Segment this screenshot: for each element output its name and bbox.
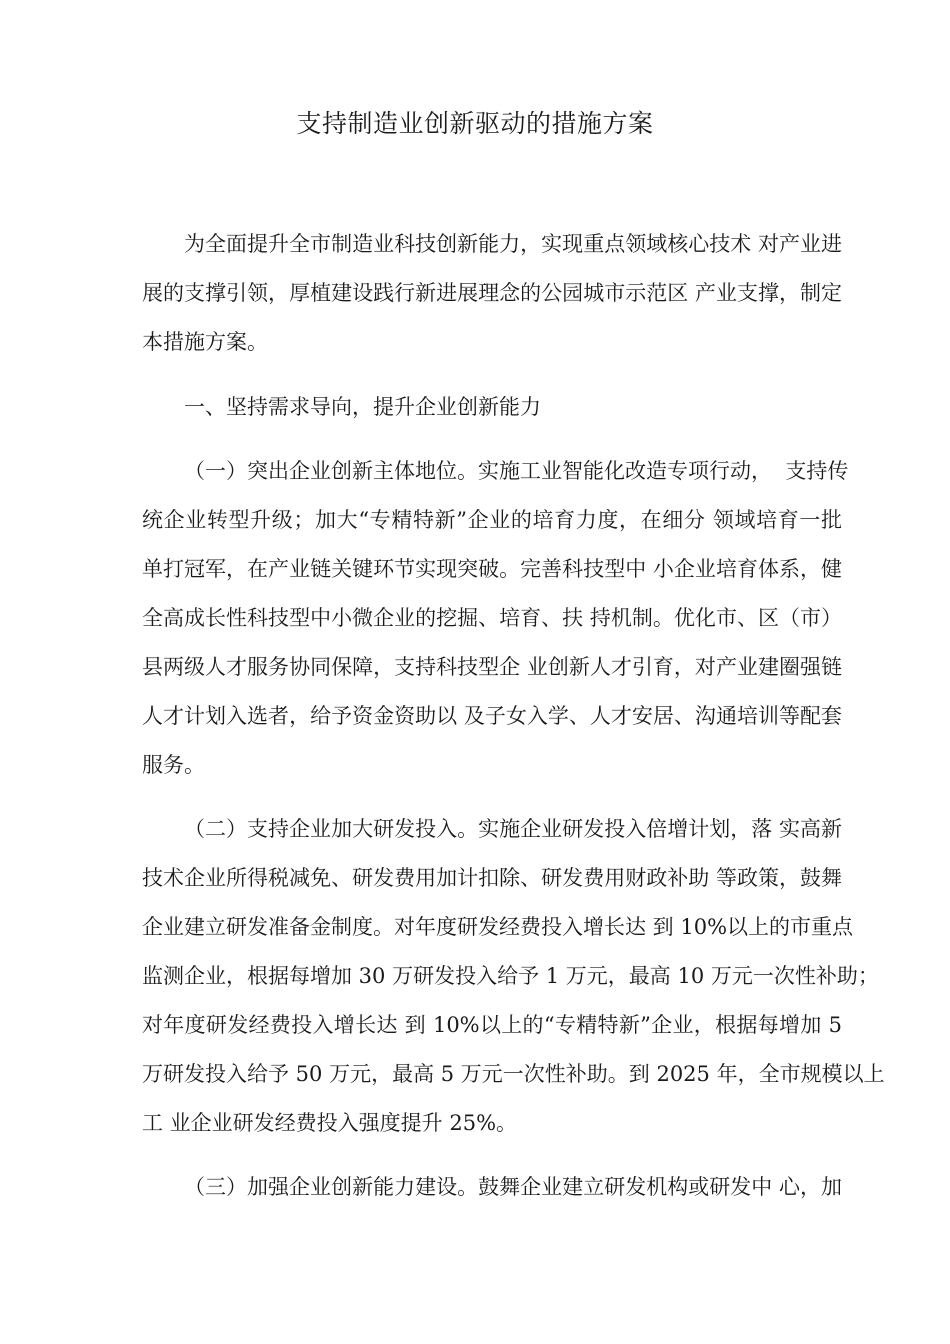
paragraph-line: 为全面提升全市制造业科技创新能力，实现重点领域核心技术 对产业进 — [184, 232, 842, 256]
paragraph-line: 对年度研发经费投入增长达 到 10%以上的“专精特新”企业，根据每增加 5 — [142, 1013, 842, 1037]
section-heading: 一、坚持需求导向，提升企业创新能力 — [184, 395, 541, 419]
paragraph-line: 工 业企业研发经费投入强度提升 25%。 — [142, 1111, 518, 1135]
paragraph-line: 企业建立研发准备金制度。对年度研发经费投入增长达 到 10%以上的市重点 — [142, 915, 854, 939]
paragraph-line: 技术企业所得税减免、研发费用加计扣除、研发费用财政补助 等政策，鼓舞 — [142, 866, 842, 890]
paragraph-line: 展的支撑引领，厚植建设践行新进展理念的公园城市示范区 产业支撑，制定 — [142, 281, 842, 305]
paragraph-line: 单打冠军，在产业链关键环节实现突破。完善科技型中 小企业培育体系，健 — [142, 557, 842, 581]
paragraph-line: （一）突出企业创新主体地位。实施工业智能化改造专项行动， 支持传 — [184, 459, 849, 483]
paragraph-line: 监测企业，根据每增加 30 万研发投入给予 1 万元，最高 10 万元一次性补助； — [142, 964, 879, 988]
paragraph-line: 本措施方案。 — [142, 330, 268, 354]
paragraph-line: （三）加强企业创新能力建设。鼓舞企业建立研发机构或研发中 心，加 — [184, 1175, 842, 1199]
paragraph-line: 县两级人才服务协同保障，支持科技型企 业创新人才引育，对产业建圈强链 — [142, 655, 842, 679]
paragraph-line: 万研发投入给予 50 万元，最高 5 万元一次性补助。到 2025 年，全市规模以上 — [142, 1062, 885, 1086]
paragraph-line: 全高成长性科技型中小微企业的挖掘、培育、扶 持机制。优化市、区（市） — [142, 606, 842, 630]
paragraph-line: 统企业转型升级；加大“专精特新”企业的培育力度，在细分 领域培育一批 — [142, 508, 842, 532]
paragraph-line: 人才计划入选者，给予资金资助以 及子女入学、人才安居、沟通培训等配套 — [142, 704, 842, 728]
paragraph-line: （二）支持企业加大研发投入。实施企业研发投入倍增计划，落 实高新 — [184, 817, 842, 841]
document-title: 支持制造业创新驱动的措施方案 — [296, 109, 654, 138]
paragraph-line: 服务。 — [142, 753, 205, 777]
